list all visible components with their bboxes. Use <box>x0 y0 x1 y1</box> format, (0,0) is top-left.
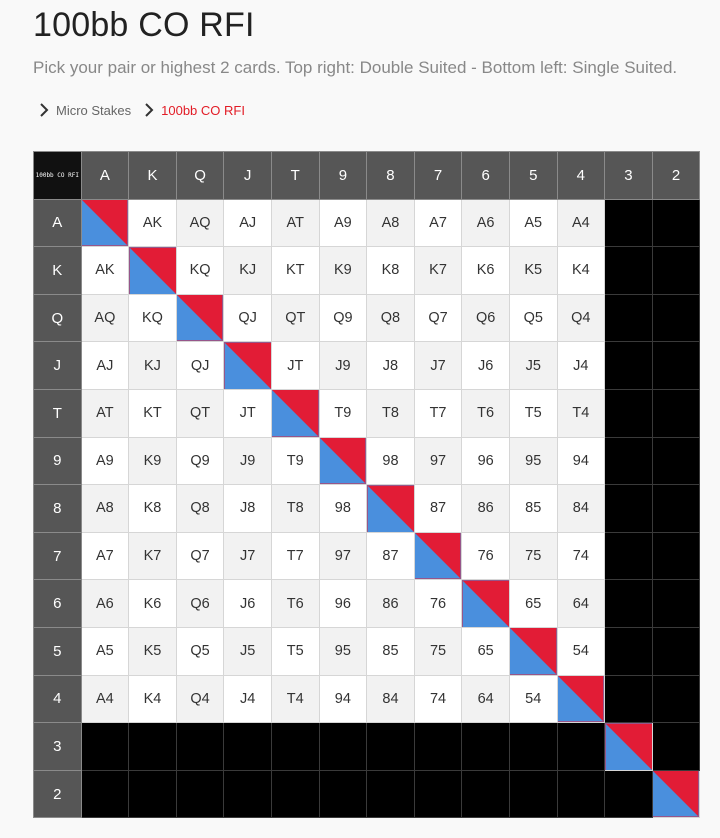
hand-cell[interactable]: T6 <box>462 389 510 437</box>
blocked-cell <box>652 580 700 628</box>
hand-cell[interactable]: 94 <box>557 437 605 485</box>
hand-cell[interactable]: A5 <box>81 627 129 675</box>
blocked-cell <box>462 723 510 771</box>
hand-cell[interactable]: Q4 <box>176 675 224 723</box>
hand-cell[interactable]: 54 <box>509 675 557 723</box>
blocked-cell <box>605 437 653 485</box>
breadcrumb-current: 100bb CO RFI <box>161 102 245 118</box>
hand-cell[interactable]: Q7 <box>414 294 462 342</box>
chevron-right-icon <box>38 102 50 118</box>
hand-cell[interactable]: AT <box>81 389 129 437</box>
blocked-cell <box>605 580 653 628</box>
hand-cell[interactable]: T6 <box>271 580 319 628</box>
row-header-k: K <box>34 247 82 295</box>
hand-cell[interactable]: A4 <box>81 675 129 723</box>
blocked-cell <box>414 770 462 818</box>
grid-row <box>34 770 700 818</box>
blocked-cell <box>652 247 700 295</box>
hand-cell[interactable]: JT <box>271 342 319 390</box>
hand-cell[interactable]: Q8 <box>367 294 415 342</box>
hand-cell[interactable]: T8 <box>367 389 415 437</box>
blocked-cell <box>81 770 129 818</box>
hand-cell[interactable]: 74 <box>414 675 462 723</box>
hand-cell[interactable]: Q6 <box>176 580 224 628</box>
column-header-k: K <box>129 152 177 200</box>
blocked-cell <box>652 437 700 485</box>
hand-cell[interactable]: 97 <box>414 437 462 485</box>
hand-cell[interactable]: A6 <box>81 580 129 628</box>
blocked-cell <box>367 723 415 771</box>
grid-corner-label: 100bb CO RFI <box>34 152 82 200</box>
hand-cell[interactable]: T4 <box>271 675 319 723</box>
blocked-cell <box>319 723 367 771</box>
hand-cell[interactable]: T5 <box>271 627 319 675</box>
blocked-cell <box>605 247 653 295</box>
hand-cell[interactable]: AQ <box>176 199 224 247</box>
pair-cell[interactable] <box>652 770 700 818</box>
row-header-j: J <box>34 342 82 390</box>
row-header-9: 9 <box>34 437 82 485</box>
grid-row <box>34 723 700 771</box>
hand-cell[interactable]: 64 <box>557 580 605 628</box>
blocked-cell <box>605 485 653 533</box>
hand-cell[interactable]: 84 <box>367 675 415 723</box>
grid-row <box>34 389 700 437</box>
hand-cell[interactable]: K6 <box>462 247 510 295</box>
hand-cell[interactable]: K5 <box>129 627 177 675</box>
column-header-t: T <box>271 152 319 200</box>
hand-cell[interactable]: J9 <box>319 342 367 390</box>
grid-row <box>34 485 700 533</box>
hand-cell[interactable]: Q5 <box>509 294 557 342</box>
row-header-4: 4 <box>34 675 82 723</box>
pair-cell[interactable] <box>414 532 462 580</box>
blocked-cell <box>129 723 177 771</box>
blocked-cell <box>652 342 700 390</box>
hand-cell[interactable]: 96 <box>462 437 510 485</box>
blocked-cell <box>652 532 700 580</box>
blocked-cell <box>414 723 462 771</box>
grid-row <box>34 580 700 628</box>
hand-cell[interactable]: KT <box>271 247 319 295</box>
blocked-cell <box>605 770 653 818</box>
hand-cell[interactable]: Q9 <box>176 437 224 485</box>
hand-cell[interactable]: 98 <box>367 437 415 485</box>
blocked-cell <box>652 675 700 723</box>
blocked-cell <box>509 770 557 818</box>
blocked-cell <box>605 532 653 580</box>
hand-cell[interactable]: QJ <box>176 342 224 390</box>
blocked-cell <box>367 770 415 818</box>
hand-cell[interactable]: 65 <box>462 627 510 675</box>
row-header-2: 2 <box>34 770 82 818</box>
hand-cell[interactable]: 75 <box>509 532 557 580</box>
hand-cell[interactable]: 94 <box>319 675 367 723</box>
pair-cell[interactable] <box>462 580 510 628</box>
hand-cell[interactable]: K4 <box>557 247 605 295</box>
column-header-3: 3 <box>605 152 653 200</box>
hand-cell[interactable]: A4 <box>557 199 605 247</box>
hand-cell[interactable]: T5 <box>509 389 557 437</box>
hand-cell[interactable]: 74 <box>557 532 605 580</box>
hand-cell[interactable]: 95 <box>319 627 367 675</box>
hand-cell[interactable]: J5 <box>224 627 272 675</box>
hand-cell[interactable]: T7 <box>414 389 462 437</box>
hand-cell[interactable]: QT <box>176 389 224 437</box>
blocked-cell <box>129 770 177 818</box>
hand-cell[interactable]: 87 <box>414 485 462 533</box>
grid-row <box>34 627 700 675</box>
blocked-cell <box>176 770 224 818</box>
grid-row <box>34 675 700 723</box>
blocked-cell <box>176 723 224 771</box>
hand-cell[interactable]: 87 <box>367 532 415 580</box>
hand-cell[interactable]: K7 <box>129 532 177 580</box>
row-header-8: 8 <box>34 485 82 533</box>
pair-cell[interactable] <box>129 247 177 295</box>
column-header-a: A <box>81 152 129 200</box>
grid-row <box>34 199 700 247</box>
hand-cell[interactable]: QT <box>271 294 319 342</box>
blocked-cell <box>224 770 272 818</box>
row-header-7: 7 <box>34 532 82 580</box>
row-header-3: 3 <box>34 723 82 771</box>
row-header-6: 6 <box>34 580 82 628</box>
hand-cell[interactable]: 85 <box>367 627 415 675</box>
hand-cell[interactable]: 76 <box>414 580 462 628</box>
hand-cell[interactable]: J8 <box>224 485 272 533</box>
hand-cell[interactable]: KQ <box>176 247 224 295</box>
pair-cell[interactable] <box>224 342 272 390</box>
hand-cell[interactable]: K4 <box>129 675 177 723</box>
hand-cell[interactable]: 84 <box>557 485 605 533</box>
hand-cell[interactable]: A9 <box>319 199 367 247</box>
pair-cell[interactable] <box>367 485 415 533</box>
blocked-cell <box>605 627 653 675</box>
row-header-t: T <box>34 389 82 437</box>
hand-cell[interactable]: A7 <box>414 199 462 247</box>
page-title: 100bb CO RFI <box>33 6 255 44</box>
hand-cell[interactable]: K8 <box>129 485 177 533</box>
hand-cell[interactable]: 65 <box>509 580 557 628</box>
grid-row <box>34 294 700 342</box>
hand-cell[interactable]: KJ <box>129 342 177 390</box>
page-subtitle: Pick your pair or highest 2 cards. Top right: Double Suited - Bottom left: Single Suited. <box>33 58 678 77</box>
hand-cell[interactable]: J4 <box>224 675 272 723</box>
hand-cell[interactable]: J5 <box>509 342 557 390</box>
column-header-q: Q <box>176 152 224 200</box>
hand-cell[interactable]: Q9 <box>319 294 367 342</box>
row-header-q: Q <box>34 294 82 342</box>
column-header-4: 4 <box>557 152 605 200</box>
hand-cell[interactable]: J4 <box>557 342 605 390</box>
hand-cell[interactable]: AK <box>129 199 177 247</box>
blocked-cell <box>605 342 653 390</box>
hand-cell[interactable]: KQ <box>129 294 177 342</box>
hand-cell[interactable]: J8 <box>367 342 415 390</box>
hand-cell[interactable]: 96 <box>319 580 367 628</box>
hand-cell[interactable]: QJ <box>224 294 272 342</box>
hand-cell[interactable]: A5 <box>509 199 557 247</box>
hand-cell[interactable]: K7 <box>414 247 462 295</box>
blocked-cell <box>652 294 700 342</box>
blocked-cell <box>605 389 653 437</box>
hand-cell[interactable]: KJ <box>224 247 272 295</box>
hand-cell[interactable]: 54 <box>557 627 605 675</box>
hand-cell[interactable]: 76 <box>462 532 510 580</box>
hand-cell[interactable]: AJ <box>81 342 129 390</box>
grid-row <box>34 532 700 580</box>
pair-cell[interactable] <box>509 627 557 675</box>
blocked-cell <box>81 723 129 771</box>
pair-cell[interactable] <box>81 199 129 247</box>
hand-cell[interactable]: J7 <box>224 532 272 580</box>
hand-cell[interactable]: 86 <box>367 580 415 628</box>
blocked-cell <box>271 723 319 771</box>
blocked-cell <box>557 770 605 818</box>
pair-cell[interactable] <box>176 294 224 342</box>
hand-cell[interactable]: K9 <box>319 247 367 295</box>
hand-cell[interactable]: KT <box>129 389 177 437</box>
blocked-cell <box>652 485 700 533</box>
column-header-2: 2 <box>652 152 700 200</box>
hand-cell[interactable]: A9 <box>81 437 129 485</box>
grid-header-row <box>34 152 700 200</box>
hand-cell[interactable]: T9 <box>271 437 319 485</box>
blocked-cell <box>319 770 367 818</box>
hand-cell[interactable]: J9 <box>224 437 272 485</box>
blocked-cell <box>605 675 653 723</box>
row-header-5: 5 <box>34 627 82 675</box>
pair-cell[interactable] <box>557 675 605 723</box>
hand-cell[interactable]: Q7 <box>176 532 224 580</box>
column-header-j: J <box>224 152 272 200</box>
blocked-cell <box>271 770 319 818</box>
chevron-right-icon <box>143 102 155 118</box>
hand-cell[interactable]: A7 <box>81 532 129 580</box>
hand-cell[interactable]: Q8 <box>176 485 224 533</box>
hand-cell[interactable]: 64 <box>462 675 510 723</box>
hand-cell[interactable]: 95 <box>509 437 557 485</box>
hand-cell[interactable]: T8 <box>271 485 319 533</box>
hand-cell[interactable]: JT <box>224 389 272 437</box>
blocked-cell <box>462 770 510 818</box>
hand-cell[interactable]: K8 <box>367 247 415 295</box>
column-header-7: 7 <box>414 152 462 200</box>
hand-cell[interactable]: A8 <box>81 485 129 533</box>
hand-cell[interactable]: J6 <box>462 342 510 390</box>
blocked-cell <box>509 723 557 771</box>
pair-cell[interactable] <box>319 437 367 485</box>
blocked-cell <box>652 199 700 247</box>
breadcrumb-link-micro-stakes[interactable]: Micro Stakes <box>56 102 132 118</box>
pair-cell[interactable] <box>271 389 319 437</box>
hand-cell[interactable]: AJ <box>224 199 272 247</box>
hand-cell[interactable]: AK <box>81 247 129 295</box>
hand-cell[interactable]: 86 <box>462 485 510 533</box>
hand-cell[interactable]: 85 <box>509 485 557 533</box>
range-grid <box>33 151 700 818</box>
hand-cell[interactable]: J7 <box>414 342 462 390</box>
grid-row <box>34 437 700 485</box>
hand-cell[interactable]: Q5 <box>176 627 224 675</box>
blocked-cell <box>652 627 700 675</box>
hand-cell[interactable]: T9 <box>319 389 367 437</box>
column-header-6: 6 <box>462 152 510 200</box>
blocked-cell <box>605 199 653 247</box>
hand-cell[interactable]: 98 <box>319 485 367 533</box>
row-header-a: A <box>34 199 82 247</box>
column-header-9: 9 <box>319 152 367 200</box>
hand-cell[interactable]: K5 <box>509 247 557 295</box>
pair-cell[interactable] <box>605 723 653 771</box>
breadcrumb <box>38 102 245 118</box>
hand-cell[interactable]: T4 <box>557 389 605 437</box>
blocked-cell <box>652 723 700 771</box>
hand-cell[interactable]: Q4 <box>557 294 605 342</box>
blocked-cell <box>224 723 272 771</box>
hand-cell[interactable]: 75 <box>414 627 462 675</box>
hand-cell[interactable]: A6 <box>462 199 510 247</box>
hand-cell[interactable]: T7 <box>271 532 319 580</box>
hand-cell[interactable]: Q6 <box>462 294 510 342</box>
hand-cell[interactable]: 97 <box>319 532 367 580</box>
blocked-cell <box>605 294 653 342</box>
hand-cell[interactable]: A8 <box>367 199 415 247</box>
column-header-8: 8 <box>367 152 415 200</box>
column-header-5: 5 <box>509 152 557 200</box>
hand-cell[interactable]: AT <box>271 199 319 247</box>
grid-row <box>34 342 700 390</box>
blocked-cell <box>652 389 700 437</box>
hand-cell[interactable]: AQ <box>81 294 129 342</box>
hand-cell[interactable]: K9 <box>129 437 177 485</box>
hand-cell[interactable]: K6 <box>129 580 177 628</box>
hand-cell[interactable]: J6 <box>224 580 272 628</box>
grid-row <box>34 247 700 295</box>
blocked-cell <box>557 723 605 771</box>
